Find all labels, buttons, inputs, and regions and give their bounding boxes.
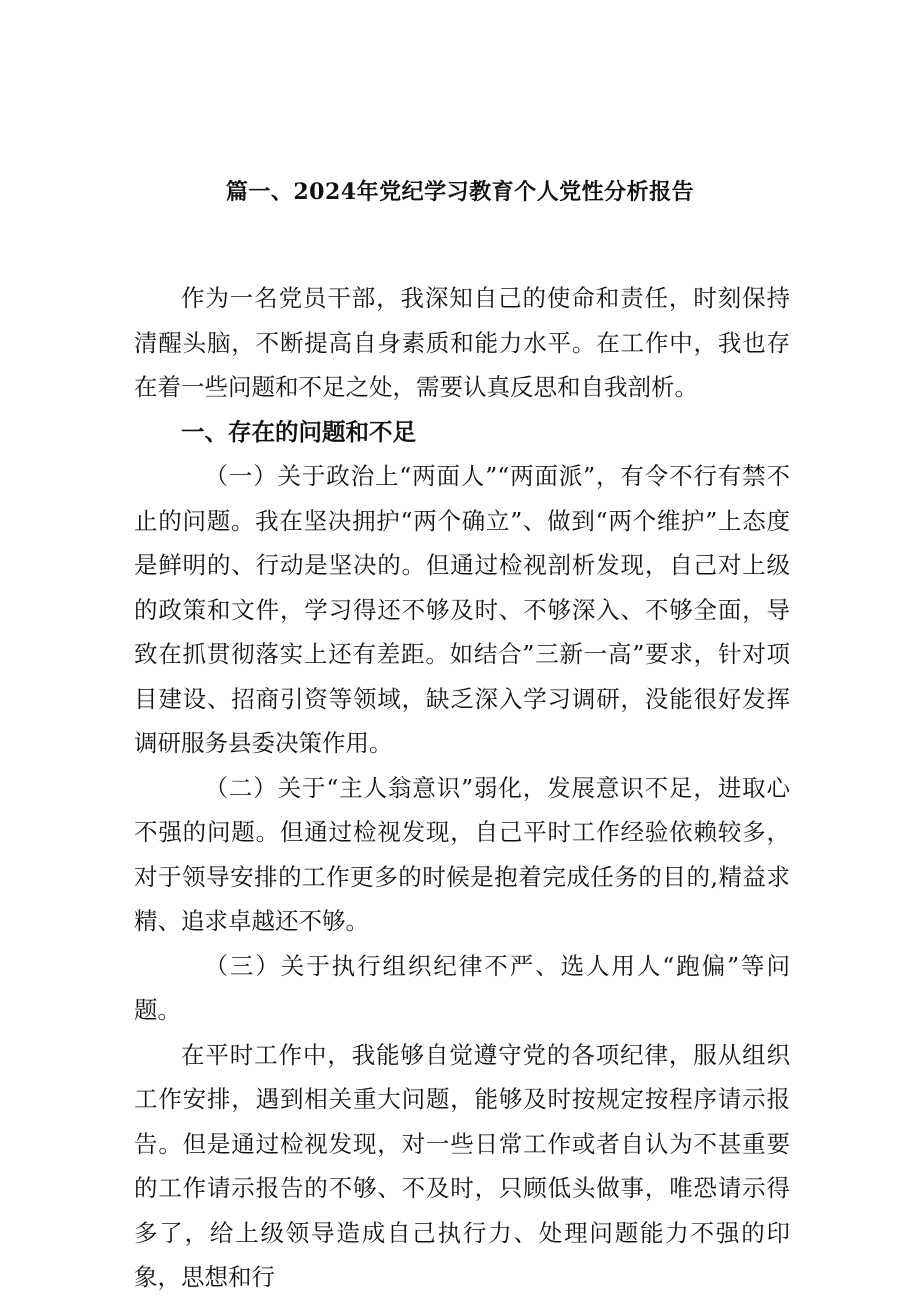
intro-paragraph: 作为一名党员干部，我深知自己的使命和责任，时刻保持清醒头脑，不断提高自身素质和能力水平。在工作中，我也存在着一些问题和不足之处，需要认真反思和自我剖析。 <box>134 284 790 401</box>
subsection-paragraph-1: （一）关于政治上“两面人”“两面派”，有令不行有禁不止的问题。我在坚决拥护“两个确立”、做到“两个维护”上态度是鲜明的、行动是坚决的。但通过检视剖析发现，自己对上级的政策和文件，学习得还不够及时、不够深入、不够全面，导致在抓贯彻落实上还有差距。如结合”三新一高”要求，针对项目建设、招商引资等领域，缺乏深入学习调研，没能很好发挥调研服务县委决策作用。 <box>134 462 790 757</box>
section-heading: 一、存在的问题和不足 <box>181 417 416 446</box>
document-body <box>134 276 790 1300</box>
subsection-paragraph-2: （二）关于“主人翁意识”弱化，发展意识不足，进取心不强的问题。但通过检视发现，自己平时工作经验依赖较多，对于领导安排的工作更多的时候是抱着完成任务的目的,精益求精、追求卓越还不够。 <box>134 773 790 935</box>
document-title: 篇一、2024年党纪学习教育个人党性分析报告 <box>225 179 695 205</box>
body-paragraph: 在平时工作中，我能够自觉遵守党的各项纪律，服从组织工作安排，遇到相关重大问题，能够及时按规定按程序请示报告。但是通过检视发现，对一些日常工作或者自认为不甚重要的工作请示报告的不够、不及时，只顾低头做事，唯恐请示得多了，给上级领导造成自己执行力、处理问题能力不强的印象，思想和行 <box>134 1040 790 1291</box>
subsection-heading-3: （三）关于执行组织纪律不严、选人用人“跑偏”等问题。 <box>134 951 790 1024</box>
